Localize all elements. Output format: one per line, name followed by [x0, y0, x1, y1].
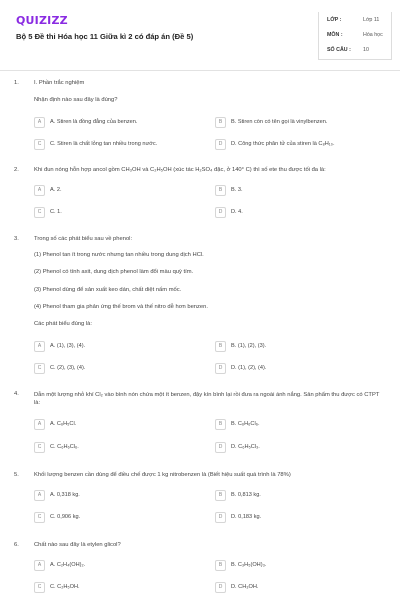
option-letter-box: B	[215, 560, 226, 571]
question-statement-2: (2) Phenol có tính axit, dung dịch phenol làm đổi màu quỳ tím.	[34, 269, 194, 275]
option-text: B. Stiren còn có tên gọi là vinylbenzen.	[231, 119, 328, 125]
question-statement-3: (3) Phenol dùng để sản xuất keo dán, chất diệt nấm mốc.	[34, 287, 182, 293]
option-letter-box: A	[34, 419, 45, 430]
option-letter-box: C	[34, 139, 45, 150]
question-statement-4: (4) Phenol tham gia phản ứng thế brom và thế nitro dễ hơn benzen.	[34, 304, 208, 310]
option-text: A. 2.	[50, 187, 62, 193]
question-number: 2.	[14, 167, 19, 173]
option-letter-box: B	[215, 117, 226, 128]
question-number: 5.	[14, 472, 19, 478]
option-letter-box: D	[215, 139, 226, 150]
option-letter-box: C	[34, 363, 45, 374]
meta-subject-row	[319, 29, 393, 43]
option-text: C. C₆H₆Cl₆.	[50, 444, 79, 450]
question-number: 4.	[14, 391, 19, 397]
option-letter-box: A	[34, 341, 45, 352]
question-text: Dẫn một lượng nhỏ khí Cl₂ vào bình nón chứa một ít benzen, đậy kín bình lại rồi đưa ra ngoài ánh nắng. Sản phẩm thu được có CTPT là:	[34, 392, 380, 406]
option-text: B. C₆H₆Cl₆.	[231, 421, 260, 427]
question-number: 3.	[14, 236, 19, 242]
option-letter-box: B	[215, 341, 226, 352]
option-text: C. (2), (3), (4).	[50, 365, 86, 371]
option-text: B. 3.	[231, 187, 243, 193]
option-text: C. C₂H₅OH.	[50, 584, 80, 590]
option-letter-box: D	[215, 582, 226, 593]
question-text: Chất nào sau đây là etylen glicol?	[34, 542, 121, 548]
option-letter-box: D	[215, 512, 226, 523]
meta-class-value: Lớp 11	[363, 17, 380, 23]
page-header	[0, 0, 400, 64]
question-text: Trong số các phát biểu sau về phenol:	[34, 236, 133, 242]
question-prompt: Các phát biểu đúng là:	[34, 321, 93, 327]
option-text: C. 1.	[50, 209, 62, 215]
question-number: 1.	[14, 80, 19, 86]
option-text: D. Công thức phân tử của stiren là C₈H₁₀.	[231, 141, 335, 147]
meta-class-row	[319, 14, 393, 28]
option-letter-box: D	[215, 442, 226, 453]
meta-subject-label: MÔN :	[327, 32, 343, 38]
option-letter-box: A	[34, 490, 45, 501]
question-statement-1: (1) Phenol tan ít trong nước nhưng tan nhiều trong dung dịch HCl.	[34, 252, 204, 258]
meta-subject-value: Hóa học	[363, 32, 383, 38]
option-letter-box: C	[34, 582, 45, 593]
option-text: D. 0,183 kg.	[231, 514, 262, 520]
option-text: B. (1), (2), (3).	[231, 343, 267, 349]
option-letter-box: B	[215, 419, 226, 430]
option-letter-box: A	[34, 185, 45, 196]
option-text: A. (1), (3), (4).	[50, 343, 86, 349]
option-letter-box: C	[34, 442, 45, 453]
meta-count-row	[319, 44, 393, 58]
question-section-heading: I. Phần trắc nghiệm	[34, 80, 85, 86]
option-letter-box: C	[34, 207, 45, 218]
option-letter-box: A	[34, 117, 45, 128]
option-text: D. C₆H₅Cl₃.	[231, 444, 260, 450]
option-text: A. C₂H₄(OH)₂.	[50, 562, 86, 568]
option-letter-box: A	[34, 560, 45, 571]
option-text: B. 0,813 kg.	[231, 492, 261, 498]
option-text: D. (1), (2), (4).	[231, 365, 267, 371]
quizizz-logo: QUIZIZZ	[16, 14, 68, 27]
question-text: Nhận định nào sau đây là đúng?	[34, 97, 118, 103]
option-letter-box: B	[215, 490, 226, 501]
option-text: A. C₆H₅Cl.	[50, 421, 77, 427]
option-letter-box: D	[215, 363, 226, 374]
option-text: B. C₃H₅(OH)₃.	[231, 562, 267, 568]
option-text: A. 0,318 kg.	[50, 492, 80, 498]
question-number: 6.	[14, 542, 19, 548]
option-text: A. Stiren là đồng đẳng của benzen.	[50, 119, 138, 125]
question-text: Khối lượng benzen cần dùng để điều chế được 1 kg nitrobenzen là (Biết hiệu suất quá trình là 78%)	[34, 472, 291, 478]
option-letter-box: C	[34, 512, 45, 523]
option-text: D. CH₃OH.	[231, 584, 259, 590]
question-text: Khi đun nóng hỗn hợp ancol gồm CH₃OH và C₂H₅OH (xúc tác H₂SO₄ đặc, ở 140° C) thì số ete thu được tối đa là:	[34, 167, 326, 173]
meta-class-label: LỚP :	[327, 17, 342, 23]
meta-count-value: 10	[363, 47, 369, 53]
option-text: C. 0,906 kg.	[50, 514, 81, 520]
meta-count-label: SỐ CÂU :	[327, 47, 351, 53]
meta-info-box	[318, 12, 392, 60]
option-text: D. 4.	[231, 209, 243, 215]
option-letter-box: D	[215, 207, 226, 218]
option-text: C. Stiren là chất lỏng tan nhiều trong nước.	[50, 141, 158, 147]
page-title: Bộ 5 Đề thi Hóa học 11 Giữa kì 2 có đáp án (Đề 5)	[16, 32, 194, 41]
option-letter-box: B	[215, 185, 226, 196]
header-divider	[0, 70, 400, 71]
